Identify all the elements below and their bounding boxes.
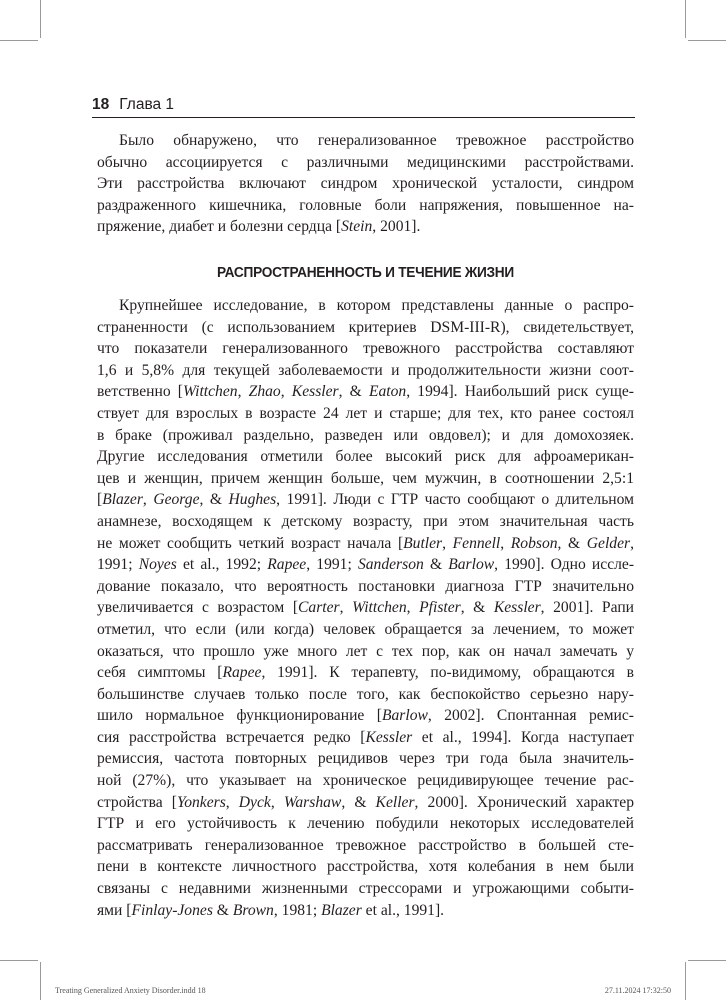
text-line: ной (27%), что указывает на хроническое рецидивирующее течение рас-	[97, 772, 634, 790]
text-line: 1,6 и 5,8% для текущей заболеваемости и продолжительности жизни соот-	[97, 361, 634, 379]
crop-mark	[0, 960, 38, 961]
text-line: 1991; Noyes et al., 1992; Rapee, 1991; Sanderson & Barlow, 1990]. Одно иссле-	[97, 556, 635, 574]
text-line: рассматривать генерализованное тревожное расстройство в большей сте-	[97, 836, 634, 854]
crop-mark	[40, 0, 41, 38]
text-line: Крупнейшее исследование, в котором представлены данные о распро-	[119, 297, 634, 314]
text-line: ями [Finlay-Jones & Brown, 1981; Blazer et al., 1991].	[97, 901, 445, 919]
slug-filename: Treating Generalized Anxiety Disorder.indd 18	[55, 986, 206, 995]
text-line: связаны с недавними жизненными стрессорами и угрожающими событи-	[97, 880, 634, 898]
running-head	[92, 95, 638, 115]
text-line: оказаться, что прошло уже много лет с тех пор, как он начал замечать у	[97, 642, 634, 660]
text-line: цев и женщин, причем женщин больше, чем мужчин, в соотношении 2,5:1	[97, 469, 634, 487]
text-line: не может сообщить четкий возраст начала [Butler, Fennell, Robson, & Gelder,	[97, 534, 634, 552]
header-rule	[92, 117, 635, 118]
paragraph-comorbidity	[97, 130, 634, 238]
crop-mark	[685, 962, 686, 1000]
text-line: в браке (проживал раздельно, разведен или овдовел); и для домохозяек.	[97, 426, 634, 444]
text-line: стройства [Yonkers, Dyck, Warshaw, & Keller, 2000]. Хронический характер	[97, 793, 635, 811]
section-heading: РАСПРОСТРАНЕННОСТЬ И ТЕЧЕНИЕ ЖИЗНИ	[217, 264, 514, 281]
text-line: ствует для взрослых в возрасте 24 лет и старше; для тех, кто ранее состоял	[97, 404, 634, 422]
crop-mark	[688, 960, 726, 961]
text-line: Было обнаружено, что генерализованное тревожное расстройство	[119, 132, 634, 149]
chapter-title: Глава 1	[119, 96, 175, 113]
text-line: пени в контексте личностного расстройства, хотя колебания в нем были	[97, 858, 634, 876]
slug-timestamp: 27.11.2024 17:32:50	[604, 986, 671, 995]
crop-mark	[0, 40, 38, 41]
crop-mark	[685, 0, 686, 38]
paragraph-prevalence	[97, 295, 634, 921]
text-line: шило нормальное функционирование [Barlow, 2002]. Спонтанная ремис-	[97, 707, 634, 725]
text-line: анамнезе, восходящем к детскому возрасту, при этом значительная часть	[97, 512, 634, 530]
text-line: что показатели генерализованного тревожного расстройства составляют	[97, 340, 634, 358]
text-line: увеличивается с возрастом [Carter, Wittchen, Pfister, & Kessler, 2001]. Рапи	[97, 599, 635, 617]
text-line: сия расстройства встречается редко [Kessler et al., 1994]. Когда наступает	[97, 728, 634, 746]
crop-mark	[40, 962, 41, 1000]
text-line: Эти расстройства включают синдром хронической усталости, синдром	[97, 175, 634, 193]
text-line: себя симптомы [Rapee, 1991]. К терапевту, по-видимому, обращаются в	[97, 664, 634, 682]
text-line: ветственно [Wittchen, Zhao, Kessler, & Eaton, 1994]. Наибольший риск суще-	[97, 383, 634, 401]
text-line: ремиссия, частота повторных рецидивов через три года была значитель-	[97, 750, 634, 768]
text-line: обычно ассоциируется с различными медицинскими расстройствами.	[97, 153, 634, 171]
text-line: отметил, что если (или когда) человек обращается за лечением, то может	[97, 620, 634, 638]
text-line: пряжение, диабет и болезни сердца [Stein, 2001].	[97, 218, 421, 236]
text-line: страненности (с использованием критериев DSM-III-R), свидетельствует,	[97, 318, 634, 336]
page-number: 18	[92, 96, 110, 113]
text-line: большинстве случаев только после того, как беспокойство серьезно нару-	[97, 685, 634, 703]
crop-mark	[688, 40, 726, 41]
text-line: ГТР и его устойчивость к лечению побудили некоторых исследователей	[97, 815, 634, 833]
text-line: Другие исследования отметили более высокий риск для афроамерикан-	[97, 448, 634, 466]
text-line: раздраженного кишечника, головные боли напряжения, повышенное на-	[97, 196, 634, 214]
text-line: [Blazer, George, & Hughes, 1991]. Люди с ГТР часто сообщают о длительном	[97, 491, 635, 509]
text-line: дование показало, что вероятность постановки диагноза ГТР значительно	[97, 577, 634, 595]
